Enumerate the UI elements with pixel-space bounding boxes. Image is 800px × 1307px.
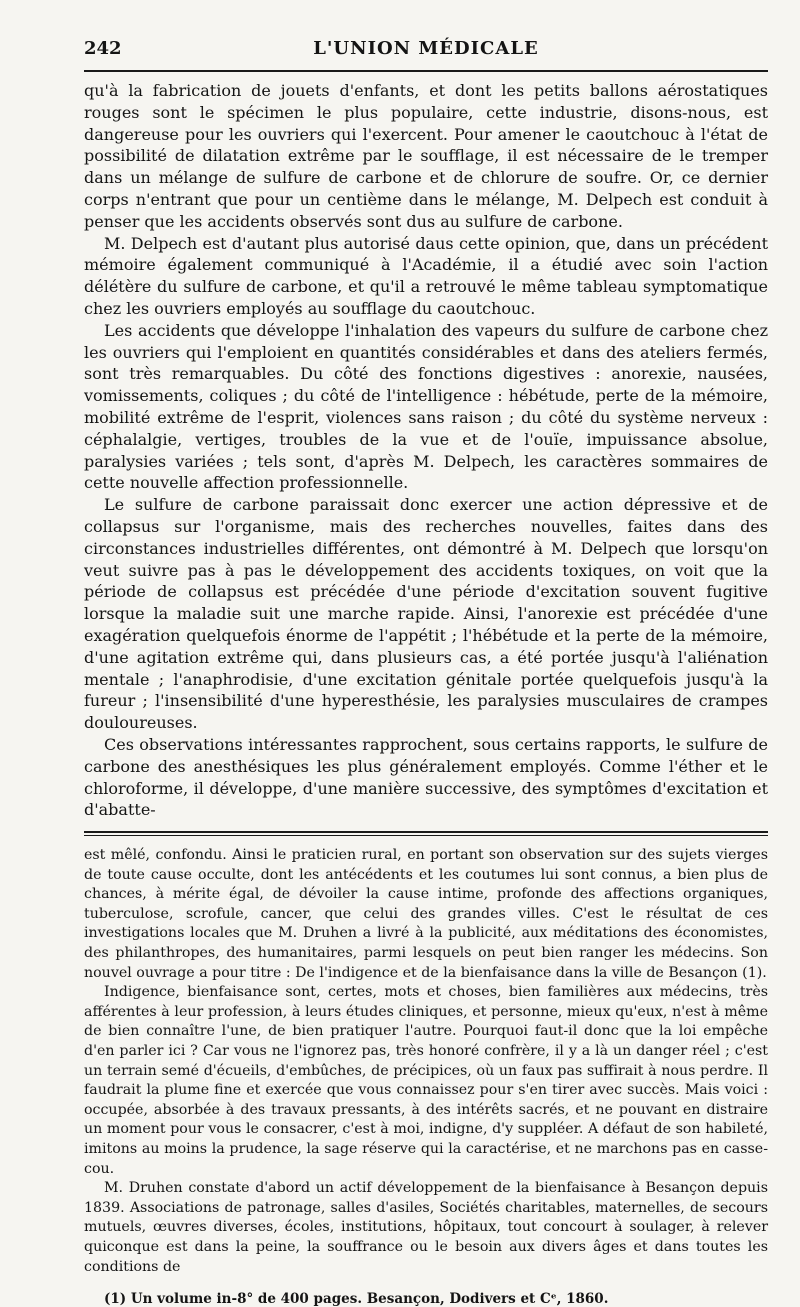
feuilleton-paragraph: Indigence, bienfaisance sont, certes, mots et choses, bien familières aux médecins, très afférentes à leur profession, à leurs études cliniques, et personne, mieux qu'eux, n'est à même de bien connaître l'une, de bien pratiquer l'autre. Pourquoi faut-il donc que la loi empêche d'en parler ici ? Car vous ne l'ignorez pas, très honoré confrère, il y a là un danger réel ; c'est un terrain semé d'écueils, d'embûches, de précipices, où un faux pas suffirait à nous perdre. Il faudrait la plume fine et exercée que vous connaissez pour s'en tirer avec succès. Mais voici : occupée, absorbée à des travaux pressants, à des intérêts sacrés, et ne pouvant en distraire un moment pour vous le consacrer, c'est à moi, indigne, d'y suppléer. A défaut de son habileté, imitons au moins la prudence, la sage réserve qui la caractérise, et ne marchons pas en casse-cou. <box>84 984 768 1177</box>
feuilleton-paragraph: est mêlé, confondu. Ainsi le praticien rural, en portant son observation sur des sujets vierges de toute cause occulte, dont les antécédents et les coutumes lui sont connus, a bien plus de chances, à mérite égal, de dévoiler la cause intime, profonde des affections organiques, tuberculose, scrofule, cancer, que celui des grandes villes. C'est le résultat de ces investigations locales que M. Druhen a livré à la publicité, aux méditations des économistes, des philanthropes, des humanitaires, parmi lesquels on peut bien ranger les médecins. Son nouvel ouvrage a pour titre : De l'indigence et de la bienfaisance dans la ville de Besançon (1). <box>84 847 768 981</box>
footnote: (1) Un volume in-8° de 400 pages. Besançon, Dodivers et Cᵉ, 1860. <box>104 1291 609 1307</box>
page-number: 242 <box>84 38 122 59</box>
article-paragraph: qu'à la fabrication de jouets d'enfants, et dont les petits ballons aérostatiques rouges sont le spécimen le plus populaire, cette industrie, disons-nous, est dangereuse pour les ouvriers qui l'exercent. Pour amener le caoutchouc à l'état de possibilité de dilatation extrême par le soufflage, il est nécessaire de le tremper dans un mélange de sulfure de carbone et de chlorure de soufre. Or, ce dernier corps n'entrant que pour un centième dans le mélange, M. Delpech est conduit à penser que les accidents observés sont dus au sulfure de carbone. <box>84 81 768 231</box>
feuilleton-rule-thick <box>84 831 768 833</box>
main-article <box>84 80 768 821</box>
page-header <box>84 38 758 70</box>
article-paragraph: Les accidents que développe l'inhalation des vapeurs du sulfure de carbone chez les ouvriers qui l'emploient en quantités considérables et dans des ateliers fermés, sont très remarquables. Du côté des fonctions digestives : anorexie, nausées, vomissements, coliques ; du côté de l'intelligence : hébétude, perte de la mémoire, mobilité extrême de l'esprit, violences sans raison ; du côté du système nerveux : céphalalgie, vertiges, troubles de la vue et de l'ouïe, impuissance absolue, paralysies variées ; tels sont, d'après M. Delpech, les caractères sommaires de cette nouvelle affection professionnelle. <box>84 320 768 493</box>
header-rule <box>84 70 768 72</box>
feuilleton-section <box>84 846 768 1277</box>
article-paragraph: Ces observations intéressantes rapprochent, sous certains rapports, le sulfure de carbone des anesthésiques les plus généralement employés. Comme l'éther et le chloroforme, il développe, d'une manière successive, des symptômes d'excitation et d'abatte- <box>84 734 768 820</box>
feuilleton-paragraph: M. Druhen constate d'abord un actif développement de la bienfaisance à Besançon depuis 1839. Associations de patronage, salles d'asiles, Sociétés charitables, maternelles, de secours mutuels, œuvres diverses, écoles, institutions, hôpitaux, tout concourt à soulager, à relever quiconque est dans la peine, la souffrance ou le besoin aux divers âges et dans toutes les conditions de <box>84 1180 768 1275</box>
running-title: L'UNION MÉDICALE <box>313 38 539 59</box>
feuilleton-rule-thin <box>84 835 768 836</box>
article-paragraph: M. Delpech est d'autant plus autorisé daus cette opinion, que, dans un précédent mémoire également communiqué à l'Académie, il a étudié avec soin l'action délétère du sulfure de carbone, et qu'il a retrouvé le même tableau symptomatique chez les ouvriers employés au soufflage du caoutchouc. <box>84 233 768 318</box>
article-paragraph: Le sulfure de carbone paraissait donc exercer une action dépressive et de collapsus sur l'organisme, mais des recherches nouvelles, faites dans des circonstances industrielles différentes, ont démontré à M. Delpech que lorsqu'on veut suivre pas à pas le développement des accidents toxiques, on voit que la période de collapsus est précédée d'une période d'excitation souvent fugitive lorsque la maladie suit une marche rapide. Ainsi, l'anorexie est précédée d'une exagération quelquefois énorme de l'appétit ; l'hébétude et la perte de la mémoire, d'une agitation extrême qui, dans plusieurs cas, a été portée jusqu'à l'aliénation mentale ; l'anaphrodisie, d'une excitation génitale portée quelquefois jusqu'à la fureur ; l'insensibilité d'une hyperesthésie, les paralysies musculaires de crampes douloureuses. <box>84 495 768 733</box>
